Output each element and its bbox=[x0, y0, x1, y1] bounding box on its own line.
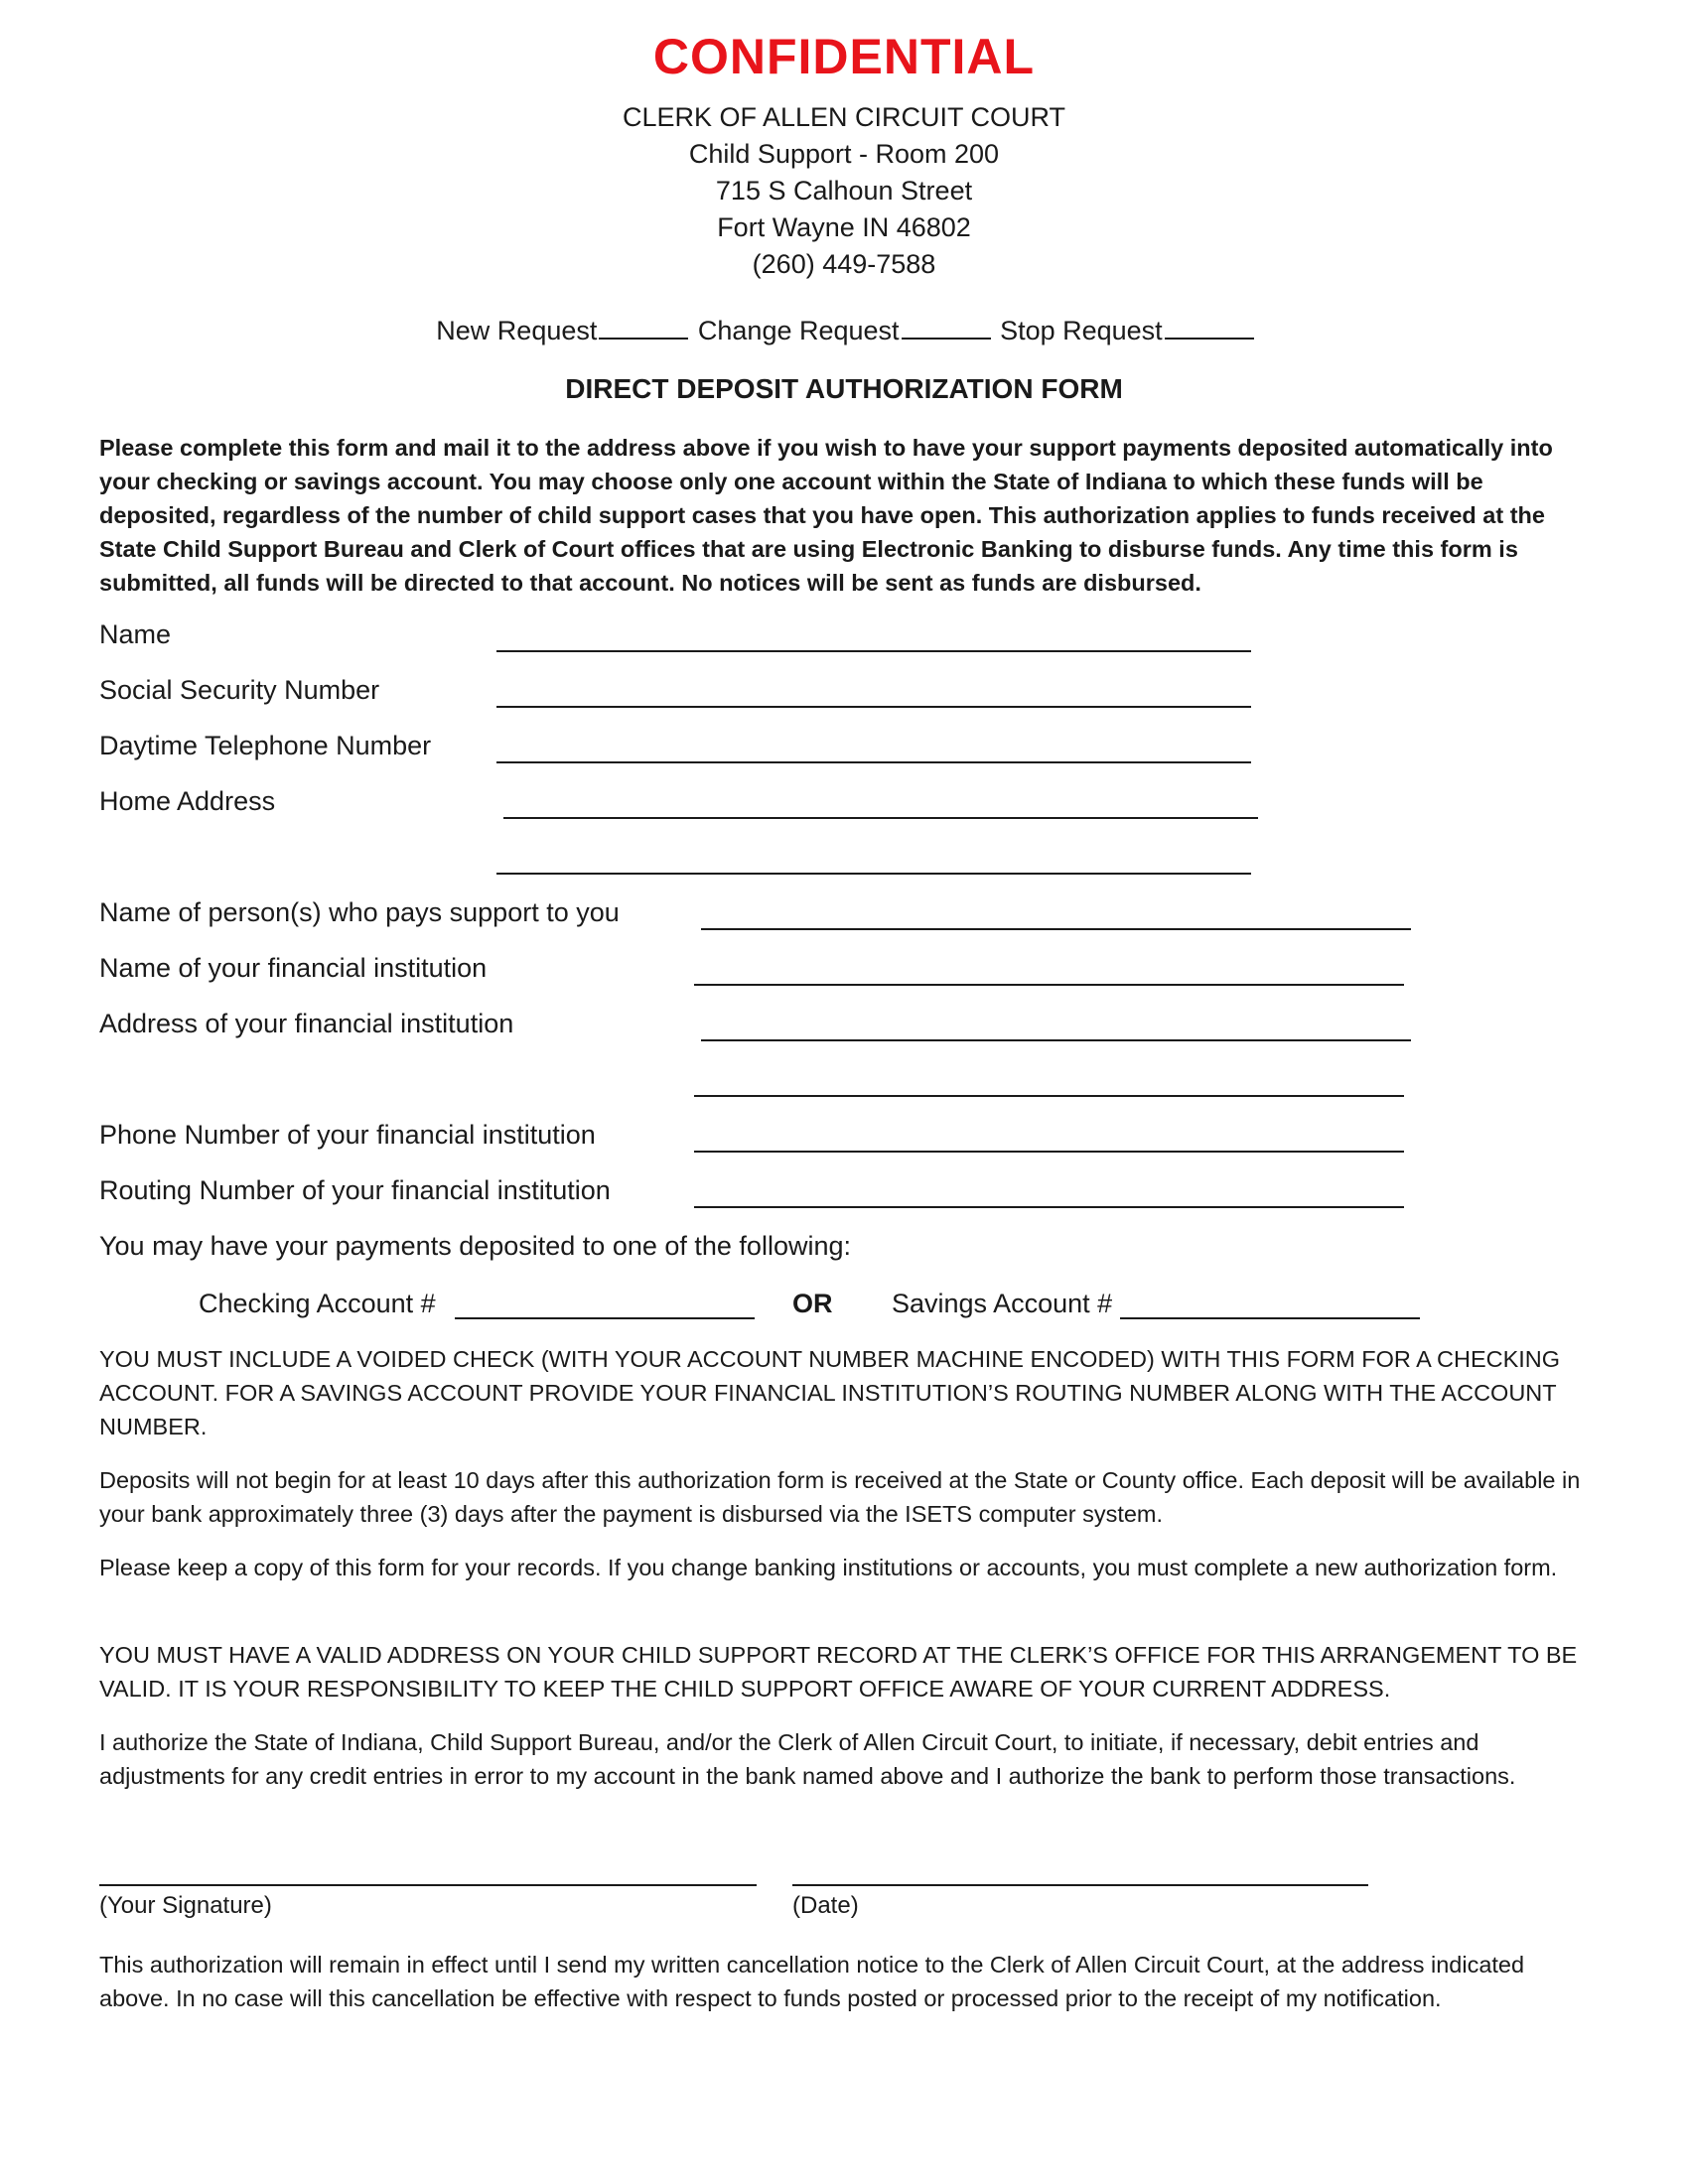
authorization-statement: I authorize the State of Indiana, Child Support Bureau, and/or the Clerk of Allen Circuit Court, to initiate, if necessary, debit entries and adjustments for any credit entries in error to my account in the bank named above and I authorize the bank to perform those transactions. bbox=[99, 1729, 1516, 1789]
cancellation-notice: This authorization will remain in effect until I send my written cancellation notice to the Clerk of Allen Circuit Court, at the address indicated above. In no case will this cancellation be effective with respect to funds posted or processed prior to the receipt of my notification. bbox=[99, 1952, 1525, 2011]
payer-name-input-line[interactable] bbox=[701, 928, 1411, 930]
savings-account-input-line[interactable] bbox=[1120, 1317, 1420, 1319]
date-line[interactable] bbox=[792, 1884, 1368, 1886]
name-label: Name bbox=[99, 619, 172, 649]
routing-number-input-line[interactable] bbox=[694, 1206, 1404, 1208]
phone-input-line[interactable] bbox=[496, 761, 1251, 763]
request-type-row bbox=[0, 316, 1688, 346]
or-label: OR bbox=[792, 1289, 833, 1318]
checking-account-input-line[interactable] bbox=[455, 1317, 755, 1319]
new-request-blank[interactable] bbox=[599, 318, 688, 340]
institution-address-line-1[interactable] bbox=[701, 1039, 1411, 1041]
change-request-blank[interactable] bbox=[902, 318, 991, 340]
date-label: (Date) bbox=[792, 1892, 859, 1919]
confidential-heading: CONFIDENTIAL bbox=[652, 29, 1036, 84]
intro-paragraph: Please complete this form and mail it to the address above if you wish to have your support payments deposited automatically into your checking or savings account. You may choose only one account within the State of Indiana to which these funds will be deposited, regardless of the number of child support cases that you have open. This authorization applies to funds received at the State Child Support Bureau and Clerk of Court offices that are using Electronic Banking to disburse funds. Any time this form is submitted, all funds will be directed to that account. No notices will be sent as funds are disbursed. bbox=[99, 435, 1553, 596]
keep-copy-notice: Please keep a copy of this form for your records. If you change banking institutions or accounts, you must complete a new authorization form. bbox=[99, 1555, 1558, 1580]
form-title: DIRECT DEPOSIT AUTHORIZATION FORM bbox=[565, 373, 1123, 404]
stop-request-label: Stop Request bbox=[1000, 316, 1163, 345]
home-address-label: Home Address bbox=[99, 786, 276, 816]
deposit-prompt: You may have your payments deposited to one of the following: bbox=[99, 1231, 851, 1261]
city-state-zip: Fort Wayne IN 46802 bbox=[717, 212, 971, 242]
department: Child Support - Room 200 bbox=[688, 139, 1000, 169]
routing-number-label: Routing Number of your financial institution bbox=[99, 1175, 611, 1205]
institution-phone-label: Phone Number of your financial institution bbox=[99, 1120, 596, 1150]
institution-address-line-2[interactable] bbox=[694, 1095, 1404, 1097]
street-address: 715 S Calhoun Street bbox=[715, 176, 973, 205]
court-name: CLERK OF ALLEN CIRCUIT COURT bbox=[622, 102, 1066, 132]
institution-name-input-line[interactable] bbox=[694, 984, 1404, 986]
voided-check-notice: YOU MUST INCLUDE A VOIDED CHECK (WITH YOUR ACCOUNT NUMBER MACHINE ENCODED) WITH THIS FORM FOR A CHECKING ACCOUNT. FOR A SAVINGS ACCOUNT PROVIDE YOUR FINANCIAL INSTITUTION’S ROUTING NUMBER ALONG WITH THE ACCOUNT NUMBER. bbox=[99, 1346, 1561, 1439]
home-address-line-2[interactable] bbox=[496, 873, 1251, 875]
ssn-input-line[interactable] bbox=[496, 706, 1251, 708]
checking-account-label: Checking Account # bbox=[199, 1289, 436, 1318]
ssn-label: Social Security Number bbox=[99, 675, 380, 705]
office-phone: (260) 449-7588 bbox=[752, 249, 936, 279]
deposit-timing-notice: Deposits will not begin for at least 10 days after this authorization form is received at the State or County office. Each deposit will be available in your bank approximately three (3) days after the payment is disbursed via the ISETS computer system. bbox=[99, 1467, 1581, 1527]
institution-phone-input-line[interactable] bbox=[694, 1151, 1404, 1153]
home-address-line-1[interactable] bbox=[503, 817, 1258, 819]
institution-address-label: Address of your financial institution bbox=[99, 1009, 514, 1038]
change-request-label: Change Request bbox=[697, 316, 900, 345]
new-request-label: New Request bbox=[436, 316, 598, 345]
savings-account-label: Savings Account # bbox=[892, 1289, 1113, 1318]
stop-request-blank[interactable] bbox=[1165, 318, 1254, 340]
signature-label: (Your Signature) bbox=[99, 1892, 272, 1919]
name-input-line[interactable] bbox=[496, 650, 1251, 652]
signature-line[interactable] bbox=[99, 1884, 757, 1886]
valid-address-notice: YOU MUST HAVE A VALID ADDRESS ON YOUR CHILD SUPPORT RECORD AT THE CLERK’S OFFICE FOR THIS ARRANGEMENT TO BE VALID. IT IS YOUR RESPONSIBILITY TO KEEP THE CHILD SUPPORT OFFICE AWARE OF YOUR CURRENT ADDRESS. bbox=[99, 1642, 1578, 1702]
payer-name-label: Name of person(s) who pays support to you bbox=[99, 897, 620, 927]
phone-label: Daytime Telephone Number bbox=[99, 731, 432, 760]
institution-name-label: Name of your financial institution bbox=[99, 953, 488, 983]
